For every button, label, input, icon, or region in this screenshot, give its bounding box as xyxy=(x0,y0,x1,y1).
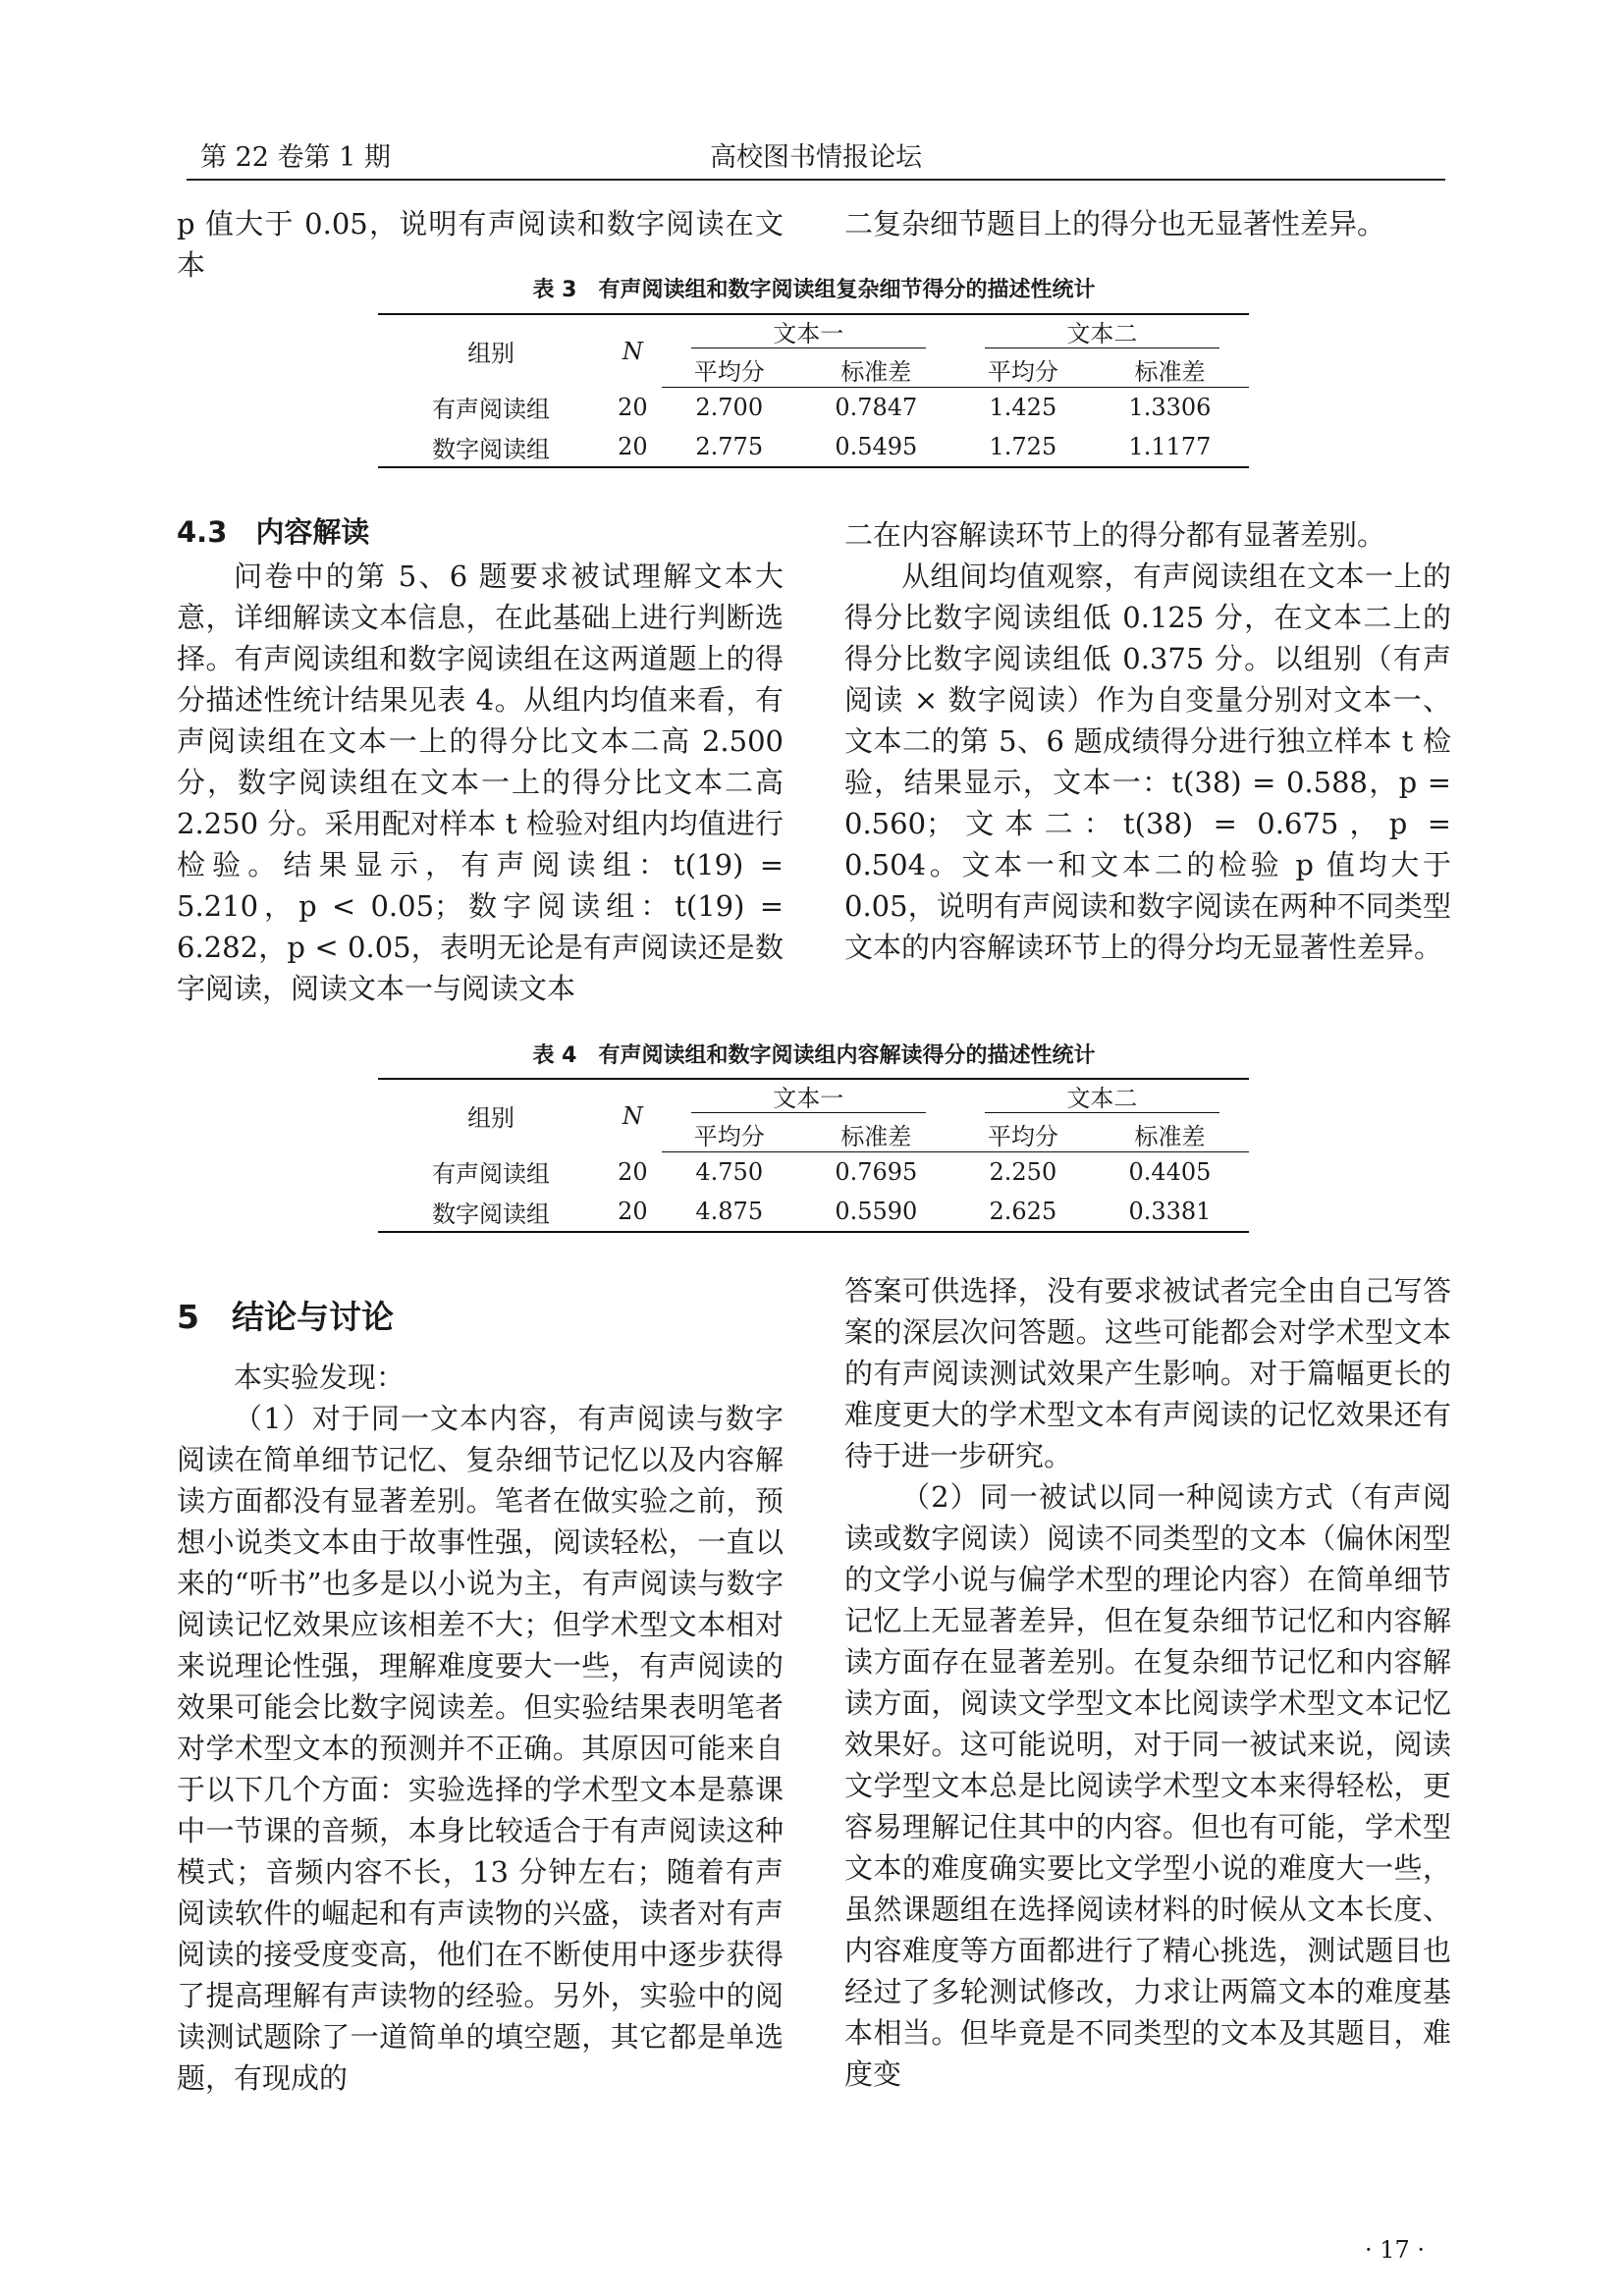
section-4-3-heading: 4.3 内容解读 xyxy=(177,515,370,549)
table-row: 数字阅读组 20 2.775 0.5495 1.725 1.1177 xyxy=(432,433,1212,463)
section-5-intro: 本实验发现： xyxy=(234,1361,406,1394)
table3-title: 表 3 有声阅读组和数字阅读组复杂细节得分的描述性统计 xyxy=(532,278,1096,302)
section-5-right-continuation: 答案可供选择，没有要求被试者完全由自己写答案的深层次问答题。这些可能都会对学术型文本的有声阅读测试效果产生影响。对于篇幅更长的难度更大的学术型文本有声阅读的记忆效果还有待于进一步研究。 xyxy=(844,1274,1451,1472)
table-row: 有声阅读组 20 2.700 0.7847 1.425 1.3306 xyxy=(432,393,1212,424)
table3-mean2: 平均分 xyxy=(955,352,1091,388)
section-5-right-paragraph-2: （2）同一被试以同一种阅读方式（有声阅读或数字阅读）阅读不同类型的文本（偏休闲型的文学小说与偏学术型的理论内容）在简单细节记忆上无显著差异，但在复杂细节记忆和内容解读方面存在显著差别。在复杂细节记忆和内容解读方面，阅读文学型文本比阅读学术型文本记忆效果好。这可能说明，对于同一被试来说，阅读文学型文本总是比阅读学术型文本来得轻松，更容易理解记住其中的内容。但也有可能，学术型文本的难度确实要比文学型小说的难度大一些，虽然课题组在选择阅读材料的时候从文本长度、内容难度等方面都进行了精心挑选，测试题目也经过了多轮测试修改，力求让两篇文本的难度基本相当。但毕竟是不同类型的文本及其题目，难度变 xyxy=(844,1480,1451,2091)
table4-text1: 文本一 xyxy=(662,1079,955,1117)
top-left-line: p 值大于 0.05，说明有声阅读和数字阅读在文本 xyxy=(177,207,784,282)
table4-sd1: 标准差 xyxy=(797,1117,955,1152)
issue-label: 第 22 卷第 1 期 xyxy=(200,142,391,173)
table3-col-group: 组别 xyxy=(467,340,515,368)
section-4-3-right-first-line: 二在内容解读环节上的得分都有显著差别。 xyxy=(844,518,1386,552)
table4-mean2: 平均分 xyxy=(955,1117,1091,1152)
table4-mean1: 平均分 xyxy=(662,1117,797,1152)
table3-sd1: 标准差 xyxy=(797,352,955,388)
table3-col-n: N xyxy=(622,337,643,365)
table3-text1: 文本一 xyxy=(662,314,955,352)
top-right-line: 二复杂细节题目上的得分也无显著性差异。 xyxy=(844,207,1386,240)
table3 xyxy=(378,313,1249,468)
table4-col-n: N xyxy=(622,1101,643,1130)
table-row: 有声阅读组 20 4.750 0.7695 2.250 0.4405 xyxy=(432,1157,1212,1189)
table4-col-group: 组别 xyxy=(467,1104,515,1133)
table4-text2: 文本二 xyxy=(955,1079,1249,1117)
table4-sd2: 标准差 xyxy=(1091,1117,1249,1152)
section-5-heading: 5 结论与讨论 xyxy=(177,1298,394,1336)
table3-text2: 文本二 xyxy=(955,314,1249,352)
table4-title: 表 4 有声阅读组和数字阅读组内容解读得分的描述性统计 xyxy=(532,1043,1096,1068)
table3-sd2: 标准差 xyxy=(1091,352,1249,388)
table-row: 数字阅读组 20 4.875 0.5590 2.625 0.3381 xyxy=(432,1198,1212,1228)
running-header xyxy=(187,135,1445,181)
table3-mean1: 平均分 xyxy=(662,352,797,388)
section-4-3-left-paragraph: 问卷中的第 5、6 题要求被试理解文本大意，详细解读文本信息，在此基础上进行判断选择。有声阅读组和数字阅读组在这两道题上的得分描述性统计结果见表 4。从组内均值来看，有声阅读组在文本一上的得分比文本二高 2.500 分，数字阅读组在文本一上的得分比文本二高 2.250 分。采用配对样本 t 检验对组内均值进行检验。结果显示，有声阅读组：t(19) = 5.210，p < 0.05；数字阅读组：t(19) = 6.282，p < 0.05，表明无论是有声阅读还是数字阅读，阅读文本一与阅读文本 xyxy=(177,560,784,1005)
journal-title: 高校图书情报论坛 xyxy=(710,142,922,173)
section-5-left-paragraph: （1）对于同一文本内容，有声阅读与数字阅读在简单细节记忆、复杂细节记忆以及内容解读方面都没有显著差别。笔者在做实验之前，预想小说类文本由于故事性强，阅读轻松，一直以来的“听书”也多是以小说为主，有声阅读与数字阅读记忆效果应该相差不大；但学术型文本相对来说理论性强，理解难度要大一些，有声阅读的效果可能会比数字阅读差。但实验结果表明笔者对学术型文本的预测并不正确。其原因可能来自于以下几个方面：实验选择的学术型文本是慕课中一节课的音频，本身比较适合于有声阅读这种模式；音频内容不长，13 分钟左右；随着有声阅读软件的崛起和有声读物的兴盛，读者对有声阅读的接受度变高，他们在不断使用中逐步获得了提高理解有声读物的经验。另外，实验中的阅读测试题除了一道简单的填空题，其它都是单选题，有现成的 xyxy=(177,1402,784,2095)
section-4-3-right-paragraph: 从组间均值观察，有声阅读组在文本一上的得分比数字阅读组低 0.125 分，在文本二上的得分比数字阅读组低 0.375 分。以组别（有声阅读 × 数字阅读）作为自变量分别对文本一、文本二的第 5、6 题成绩得分进行独立样本 t 检验，结果显示，文本一：t(38) = 0.588，p = 0.560；文本二：t(38) = 0.675，p = 0.504。文本一和文本二的检验 p 值均大于 0.05，说明有声阅读和数字阅读在两种不同类型文本的内容解读环节上的得分均无显著性差异。 xyxy=(844,560,1451,964)
table4 xyxy=(378,1078,1249,1233)
page-number: · 17 · xyxy=(1365,2236,1426,2264)
